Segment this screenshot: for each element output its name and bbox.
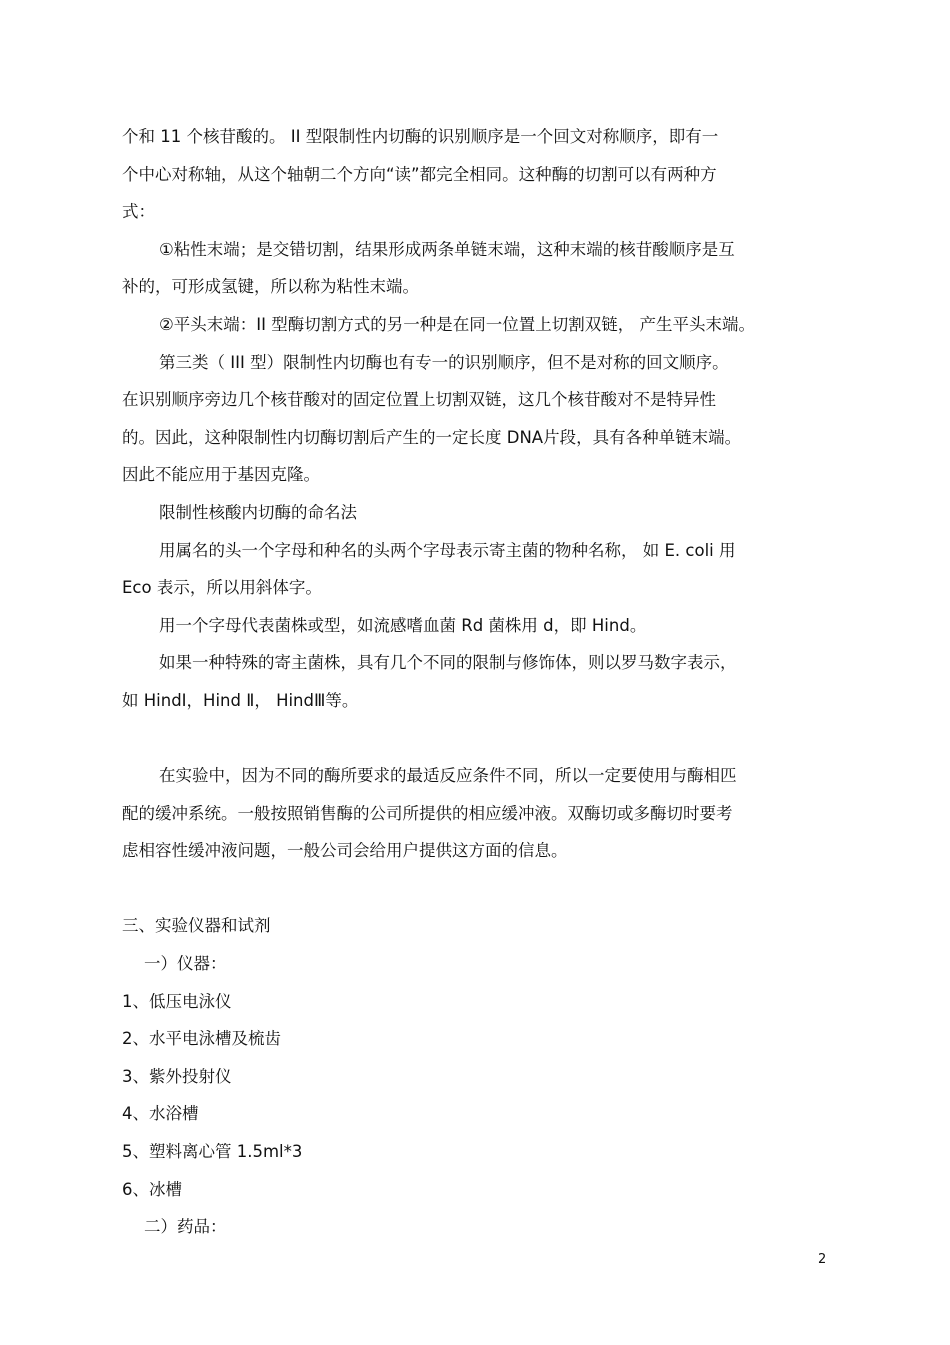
page-number: 2 (818, 1252, 827, 1267)
list-item: 4、水浴槽 (122, 1104, 199, 1124)
body-text-line: 配的缓冲系统。一般按照销售酶的公司所提供的相应缓冲液。双酶切或多酶切时要考 (122, 803, 733, 823)
body-text-line: 因此不能应用于基因克隆。 (122, 465, 320, 485)
body-text-line: 在识别顺序旁边几个核苷酸对的固定位置上切割双链，这几个核苷酸对不是特异性 (122, 390, 716, 410)
body-text-line: 第三类（ III 型）限制性内切酶也有专一的识别顺序，但不是对称的回文顺序。 (159, 352, 729, 372)
body-text-line: ①粘性末端；是交错切割，结果形成两条单链末端，这种末端的核苷酸顺序是互 (159, 239, 735, 259)
body-text-line: 如 HindⅠ，Hind Ⅱ， HindⅢ等。 (122, 690, 359, 710)
paragraph-spacer (122, 720, 832, 758)
section-heading: 三、实验仪器和试剂 (122, 916, 271, 936)
body-text-line: 的。因此，这种限制性内切酶切割后产生的一定长度 DNA片段，具有各种单链末端。 (122, 427, 742, 447)
body-text-line: 虑相容性缓冲液问题，一般公司会给用户提供这方面的信息。 (122, 841, 568, 861)
list-item: 1、低压电泳仪 (122, 991, 232, 1011)
section-heading: 限制性核酸内切酶的命名法 (159, 502, 357, 522)
body-text-line: 用属名的头一个字母和种名的头两个字母表示寄主菌的物种名称， 如 E. coli 用 (159, 540, 736, 560)
body-text-line: ②平头末端：II 型酶切割方式的另一种是在同一位置上切割双链， 产生平头末端。 (159, 314, 756, 334)
body-text-line: 用一个字母代表菌株或型，如流感嗜血菌 Rd 菌株用 d，即 Hind。 (159, 615, 647, 635)
list-item: 6、冰槽 (122, 1179, 182, 1199)
body-text-line: Eco 表示，所以用斜体字。 (122, 578, 322, 598)
body-text-line: 补的，可形成氢键，所以称为粘性末端。 (122, 277, 419, 297)
body-text-line: 个和 11 个核苷酸的。 II 型限制性内切酶的识别顺序是一个回文对称顺序，即有一 (122, 127, 719, 146)
body-text-line: 式： (122, 202, 155, 222)
body-text-line: 在实验中，因为不同的酶所要求的最适反应条件不同，所以一定要使用与酶相匹 (159, 766, 737, 786)
list-item: 2、水平电泳槽及梳齿 (122, 1029, 281, 1049)
list-item: 3、紫外投射仪 (122, 1066, 232, 1086)
subsection-heading: 二）药品： (144, 1217, 227, 1237)
body-text-line: 个中心对称轴，从这个轴朝二个方向“读”都完全相同。这种酶的切割可以有两种方 (122, 164, 717, 184)
document-body (122, 118, 832, 1246)
paragraph-spacer (122, 870, 832, 908)
subsection-heading: 一）仪器： (144, 954, 227, 974)
body-text-line: 如果一种特殊的寄主菌株，具有几个不同的限制与修饰体，则以罗马数字表示， (159, 653, 737, 673)
list-item: 5、塑料离心管 1.5ml*3 (122, 1142, 303, 1162)
